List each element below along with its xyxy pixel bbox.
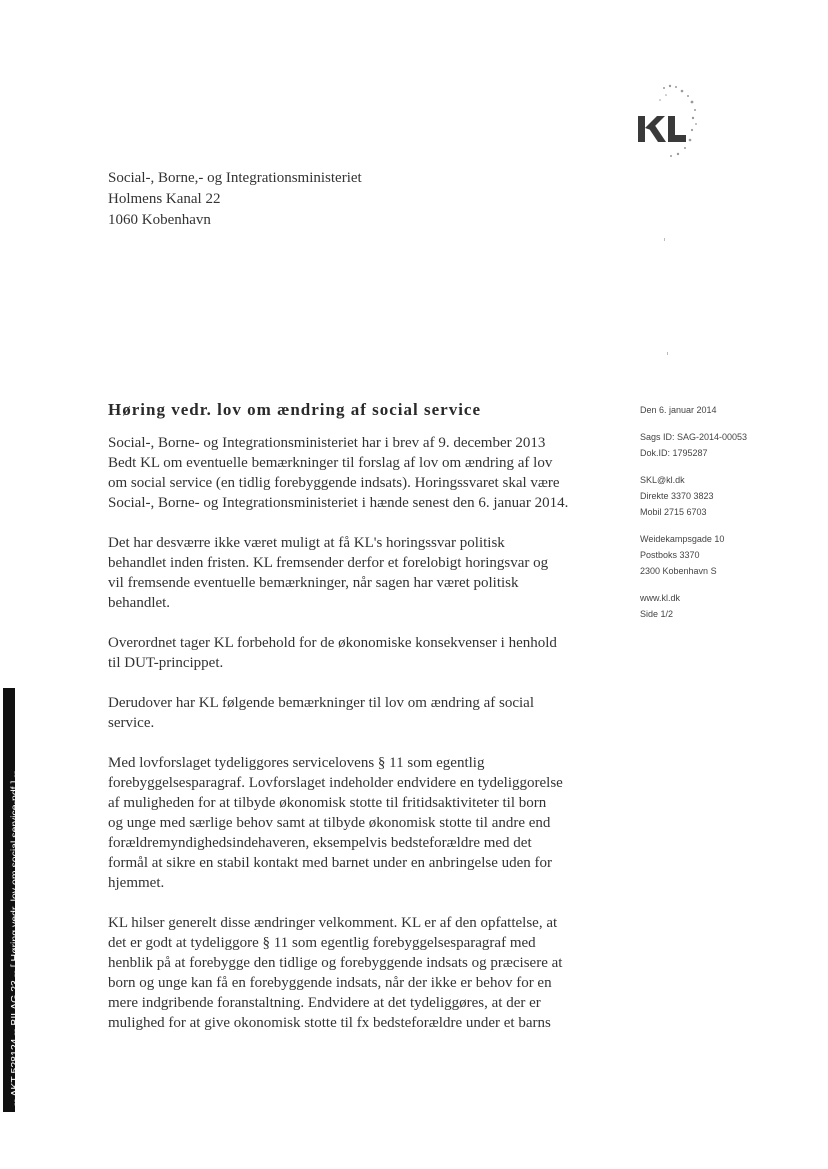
kl-logo: [630, 82, 702, 168]
kl-logo-icon: [630, 82, 702, 168]
recipient-line: Holmens Kanal 22: [108, 191, 221, 207]
body-paragraph: Social-, Borne- og Integrationsministeriet har i brev af 9. december 2013 Bedt KL om eventuelle bemærkninger til forslag af lov om ændring af lov om social service (en tidlig forebyggende indsats). Horingssvaret skal være Social-, Borne- og Integrationsministeriet i hænde senest den 6. januar 2014.: [108, 435, 569, 511]
letter-date: Den 6. januar 2014: [640, 405, 717, 415]
body-paragraph: KL hilser generelt disse ændringer velkomment. KL er af den opfattelse, at det er godt at tydeliggore § 11 som egentlig forebyggelsesparagraf med henblik på at forebygge den tidlige og forebyggende indsats og præcisere at born og unge kan få en forebyggende indsats, når der ikke er behov for en mere indgribende foranstaltning. Endvidere at det tydeliggøres, at der er mulighed for at give okonomisk stotte til fx bedsteforældre under et barns: [108, 915, 563, 1031]
website: www.kl.dk: [640, 593, 681, 603]
contact-direct-phone: Direkte 3370 3823: [640, 491, 714, 501]
case-id: Sags ID: SAG-2014-00053: [640, 432, 748, 442]
letter-body: [108, 433, 608, 1053]
street-address: Weidekampsgade 10: [640, 534, 725, 544]
body-paragraph: Det har desværre ikke været muligt at få KL's horingssvar politisk behandlet inden fristen. KL fremsender derfor et forelobigt horingsvar og vil fremsende eventuelle bemærkninger, når sagen har været politisk behandlet.: [108, 535, 549, 611]
body-paragraph: Med lovforslaget tydeliggores servicelovens § 11 som egentlig forebyggelsesparagraf. Lovforslaget indeholder endvidere en tydeliggorelse af muligheden for at tilbyde økonomisk stotte til fritidsaktiviteter til born og unge med særlige behov samt at tilbyde økonomisk stotte til andre end forældremyndighedsindehaveren, eksempelvis bedsteforældre med det formål at sikre en stabil kontakt med barnet under en anbringelse uden for hjemmet.: [108, 755, 563, 891]
scan-speck: [664, 238, 665, 241]
contact-mobile-phone: Mobil 2715 6703: [640, 507, 707, 517]
reference-group: [640, 429, 810, 461]
scan-speck: [667, 352, 668, 355]
po-box: Postboks 3370: [640, 550, 700, 560]
document-title: Høring vedr. lov om ændring af social service: [108, 400, 482, 419]
contact-group: [640, 472, 810, 520]
date-group: [640, 402, 810, 418]
postal-city: 2300 Kobenhavn S: [640, 566, 717, 576]
archive-stamp: [3, 688, 21, 1112]
body-paragraph: Overordnet tager KL forbehold for de økonomiske konsekvenser i henhold til DUT-princippet.: [108, 635, 557, 671]
recipient-line: 1060 Kobenhavn: [108, 212, 211, 228]
sender-info-sidebar: [640, 402, 810, 633]
archive-stamp-text: -- AKT 528124 -- BILAG 23 -- [ Høring vedr. lov om social service-pdf ] --: [9, 770, 21, 1106]
recipient-address: [108, 168, 362, 231]
postal-address-group: [640, 531, 810, 579]
recipient-line: Social-, Borne,- og Integrationsministeriet: [108, 170, 362, 186]
contact-email: SKL@kl.dk: [640, 475, 685, 485]
doc-id: Dok.ID: 1795287: [640, 448, 708, 458]
web-group: [640, 590, 810, 622]
page-number: Side 1/2: [640, 609, 674, 619]
body-paragraph: Derudover har KL følgende bemærkninger til lov om ændring af social service.: [108, 695, 534, 731]
